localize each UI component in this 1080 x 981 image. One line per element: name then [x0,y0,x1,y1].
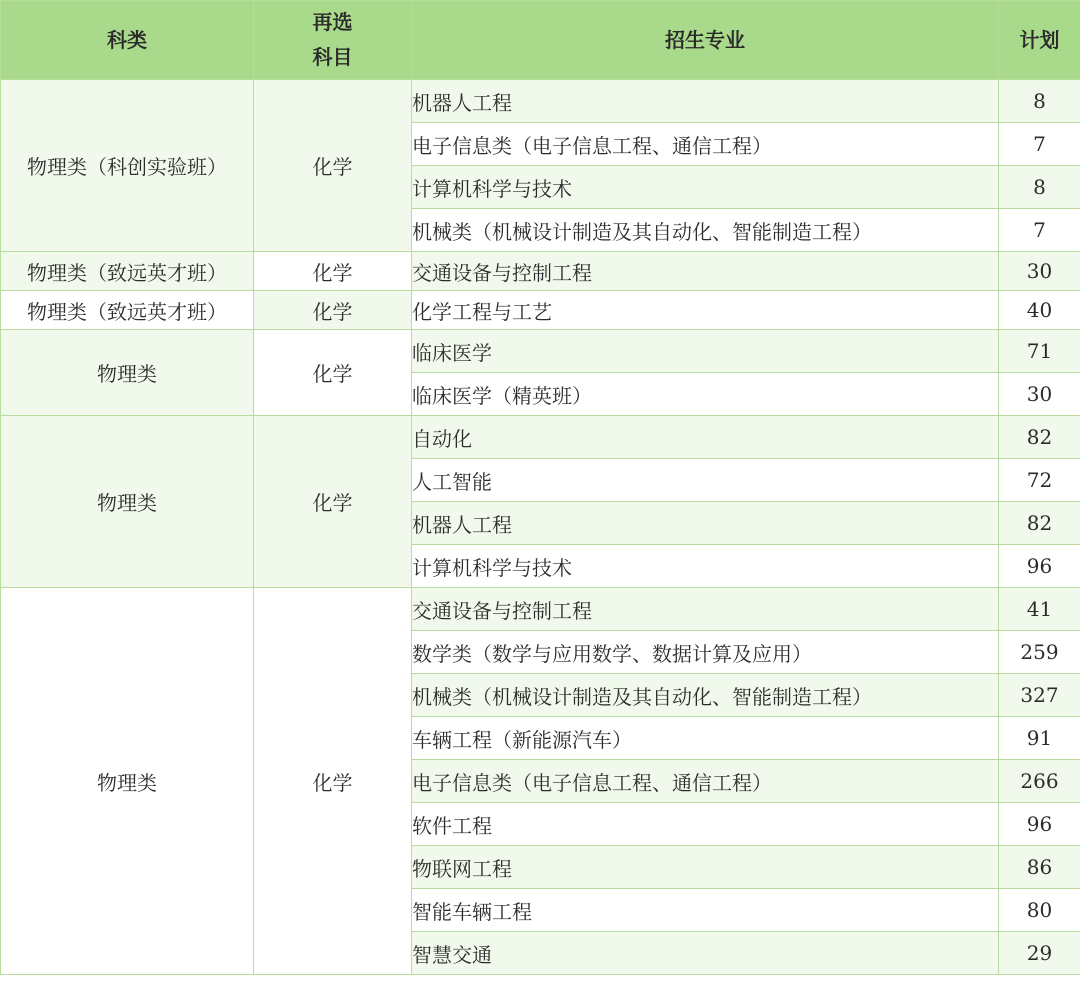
subject-cell: 化学 [254,80,412,252]
category-cell: 物理类 [1,588,254,975]
major-cell: 人工智能 [412,459,999,502]
category-cell: 物理类 [1,330,254,416]
plan-cell: 72 [999,459,1080,502]
major-cell: 机械类（机械设计制造及其自动化、智能制造工程） [412,209,999,252]
plan-cell: 96 [999,545,1080,588]
plan-cell: 40 [999,291,1080,330]
major-cell: 数学类（数学与应用数学、数据计算及应用） [412,631,999,674]
major-cell: 电子信息类（电子信息工程、通信工程） [412,760,999,803]
header-subject [254,1,412,80]
table-row [1,588,1080,631]
major-cell: 交通设备与控制工程 [412,252,999,291]
major-cell: 智能车辆工程 [412,889,999,932]
major-cell: 交通设备与控制工程 [412,588,999,631]
plan-cell: 91 [999,717,1080,760]
category-cell: 物理类 [1,416,254,588]
subject-cell: 化学 [254,330,412,416]
header-row [1,1,1080,80]
table-row [1,330,1080,373]
major-cell: 电子信息类（电子信息工程、通信工程） [412,123,999,166]
plan-cell: 80 [999,889,1080,932]
plan-cell: 327 [999,674,1080,717]
plan-cell: 7 [999,123,1080,166]
major-cell: 物联网工程 [412,846,999,889]
category-cell: 物理类（致远英才班） [1,291,254,330]
plan-cell: 29 [999,932,1080,975]
plan-cell: 8 [999,166,1080,209]
plan-cell: 266 [999,760,1080,803]
major-cell: 自动化 [412,416,999,459]
plan-cell: 7 [999,209,1080,252]
table-row [1,291,1080,330]
major-cell: 计算机科学与技术 [412,166,999,209]
subject-cell: 化学 [254,291,412,330]
table-row [1,416,1080,459]
subject-cell: 化学 [254,416,412,588]
major-cell: 软件工程 [412,803,999,846]
header-plan: 计划 [999,1,1080,80]
plan-cell: 82 [999,416,1080,459]
major-cell: 车辆工程（新能源汽车） [412,717,999,760]
major-cell: 计算机科学与技术 [412,545,999,588]
plan-cell: 41 [999,588,1080,631]
plan-cell: 30 [999,252,1080,291]
header-subject-line2: 科目 [312,45,353,69]
major-cell: 机器人工程 [412,80,999,123]
subject-cell: 化学 [254,252,412,291]
plan-cell: 82 [999,502,1080,545]
plan-cell: 8 [999,80,1080,123]
table-row [1,80,1080,123]
major-cell: 机械类（机械设计制造及其自动化、智能制造工程） [412,674,999,717]
category-cell: 物理类（科创实验班） [1,80,254,252]
table-row [1,252,1080,291]
plan-cell: 30 [999,373,1080,416]
header-category: 科类 [1,1,254,80]
plan-cell: 71 [999,330,1080,373]
major-cell: 临床医学 [412,330,999,373]
category-cell: 物理类（致远英才班） [1,252,254,291]
major-cell: 化学工程与工艺 [412,291,999,330]
header-major: 招生专业 [412,1,999,80]
major-cell: 智慧交通 [412,932,999,975]
plan-cell: 96 [999,803,1080,846]
major-cell: 临床医学（精英班） [412,373,999,416]
plan-cell: 86 [999,846,1080,889]
major-cell: 机器人工程 [412,502,999,545]
subject-cell: 化学 [254,588,412,975]
header-subject-line1: 再选 [312,10,353,34]
plan-cell: 259 [999,631,1080,674]
